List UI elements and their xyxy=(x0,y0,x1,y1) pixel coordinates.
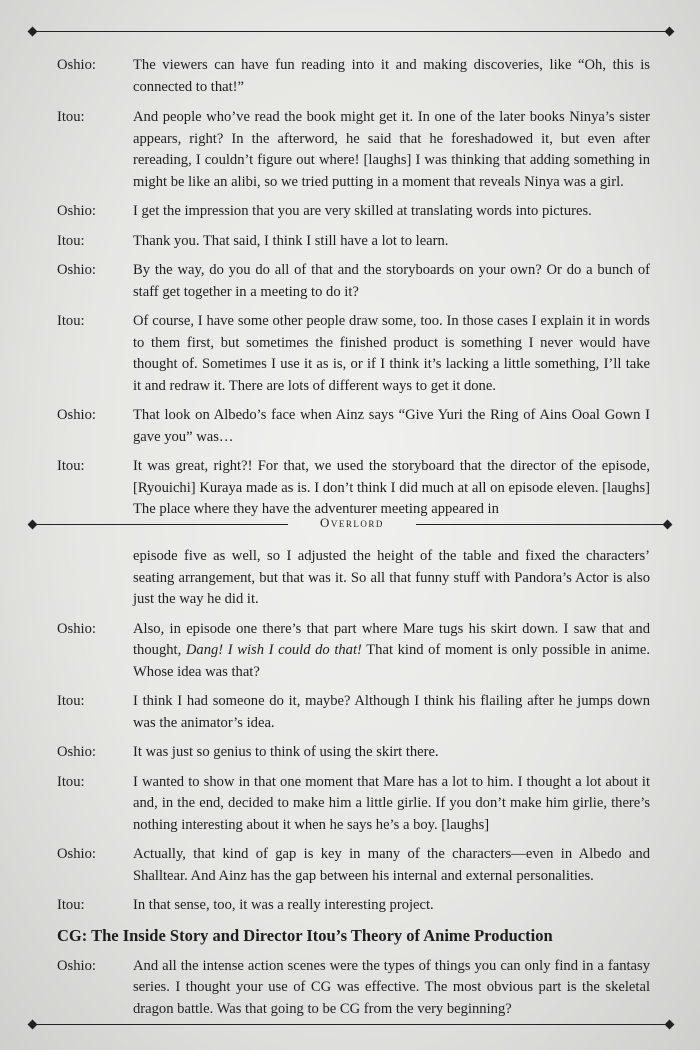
dialogue-text: In that sense, too, it was a really interesting project. xyxy=(133,897,434,913)
dialogue-row xyxy=(57,201,650,223)
speaker-label: Oshio: xyxy=(57,744,96,760)
dialogue-text: That look on Albedo’s face when Ainz says “Give Yuri the Ring of Ains Ooal Gown I gave you” was… xyxy=(133,407,650,445)
dialogue-row xyxy=(57,956,650,1021)
dialogue-row xyxy=(57,742,650,764)
dialogue-row xyxy=(57,895,650,917)
dialogue-text: It was great, right?! For that, we used the storyboard that the director of the episode, [Ryouichi] Kuraya made as is. I don’t think I did much at all on episode eleven. [laughs] The place where they have the adventurer meeting appeared in xyxy=(133,458,650,517)
dialogue-text: Actually, that kind of gap is key in many of the characters—even in Albedo and Shalltear. And Ainz has the gap between his internal and external personalities. xyxy=(133,846,650,884)
dialogue-text: Of course, I have some other people draw some, too. In those cases I explain it in words to them first, but sometimes the finished product is something I never would have thought of. Sometimes I use it as is, or if I think it’s lacking a little something, I’ll take it and redraw it. There are lots of different ways to get it done. xyxy=(133,313,650,394)
dialogue-text: I think I had someone do it, maybe? Although I think his flailing after he jumps down was the animator’s idea. xyxy=(133,693,650,731)
top-half xyxy=(57,55,650,521)
dialogue-text: And people who’ve read the book might get it. In one of the later books Ninya’s sister appears, right? In the afterword, he said that he foreshadowed it, but even after rereading, I couldn’t figure out where! [laughs] I was thinking that adding something in might be like an alibi, so we tried putting in a moment that reveals Ninya was a girl. xyxy=(133,109,650,190)
speaker-label: Oshio: xyxy=(57,262,96,278)
bottom-half xyxy=(57,546,650,1020)
running-head: Overlord xyxy=(320,515,384,530)
continued-text: episode five as well, so I adjusted the height of the table and fixed the characters’ seating arrangement, but that was it. So all that funny stuff with Pandora’s Actor is also just the way he did it. xyxy=(133,548,650,607)
dialogue-row xyxy=(57,844,650,887)
speaker-label: Itou: xyxy=(57,897,85,913)
dialogue-text: It was just so genius to think of using the skirt there. xyxy=(133,744,439,760)
speaker-label: Itou: xyxy=(57,232,85,249)
top-rule xyxy=(32,31,670,32)
dialogue-row xyxy=(57,691,650,734)
dialogue-italic-text: Dang! I wish I could do that! xyxy=(185,642,362,658)
dialogue-text-part: Also, in episode one there’s that part where Mare tugs his skirt down. I saw that and thought, xyxy=(133,620,650,658)
dialogue-text-part: That kind of moment is only possible in anime. Whose idea was that? xyxy=(133,642,651,680)
speaker-label: Oshio: xyxy=(57,846,96,862)
dialogue-row xyxy=(57,260,650,303)
speaker-label: Itou: xyxy=(57,693,85,709)
speaker-label: Itou: xyxy=(57,109,85,125)
speaker-label: Itou: xyxy=(57,313,85,329)
dialogue-text: By the way, do you do all of that and the storyboards on your own? Or do a bunch of staff get together in a meeting to do it? xyxy=(133,262,650,300)
speaker-label: Oshio: xyxy=(57,957,96,974)
dialogue-row xyxy=(57,772,650,837)
speaker-label: Oshio: xyxy=(57,620,96,637)
dialogue-row xyxy=(57,405,650,448)
dialogue-row xyxy=(57,456,650,521)
dialogue-text: I get the impression that you are very skilled at translating words into pictures. xyxy=(133,203,592,219)
dialogue-text: Thank you. That said, I think I still have a lot to learn. xyxy=(133,232,449,249)
speaker-label: Oshio: xyxy=(57,203,96,219)
section-heading: CG: The Inside Story and Director Itou’s Theory of Anime Production xyxy=(57,925,553,945)
dialogue-text: And all the intense action scenes were the types of things you can only find in a fantasy series. I thought your use of CG was effective. The most obvious part is the skeletal dragon battle. Was that going to be CG from the very beginning? xyxy=(133,957,650,1017)
running-head-rule-right xyxy=(416,524,668,525)
dialogue-text xyxy=(133,619,650,684)
speaker-label: Itou: xyxy=(57,773,85,790)
speaker-label: Itou: xyxy=(57,458,85,474)
bottom-rule xyxy=(32,1024,670,1025)
dialogue-text: I wanted to show in that one moment that Mare has a lot to him. I thought a lot about it and, in the end, decided to make him a little girlie. If you don’t make him girlie, there’s nothing interesting about it when he says he’s a boy. [laughs] xyxy=(133,773,650,833)
dialogue-row xyxy=(57,231,650,253)
speaker-label: Oshio: xyxy=(57,57,96,73)
dialogue-row xyxy=(57,55,650,98)
dialogue-row xyxy=(57,107,650,193)
dialogue-text: The viewers can have fun reading into it and making discoveries, like “Oh, this is connected to that!” xyxy=(133,57,650,95)
running-head-rule-left xyxy=(32,524,288,525)
dialogue-row xyxy=(57,619,650,684)
dialogue-row xyxy=(57,311,650,397)
speaker-label: Oshio: xyxy=(57,407,96,423)
